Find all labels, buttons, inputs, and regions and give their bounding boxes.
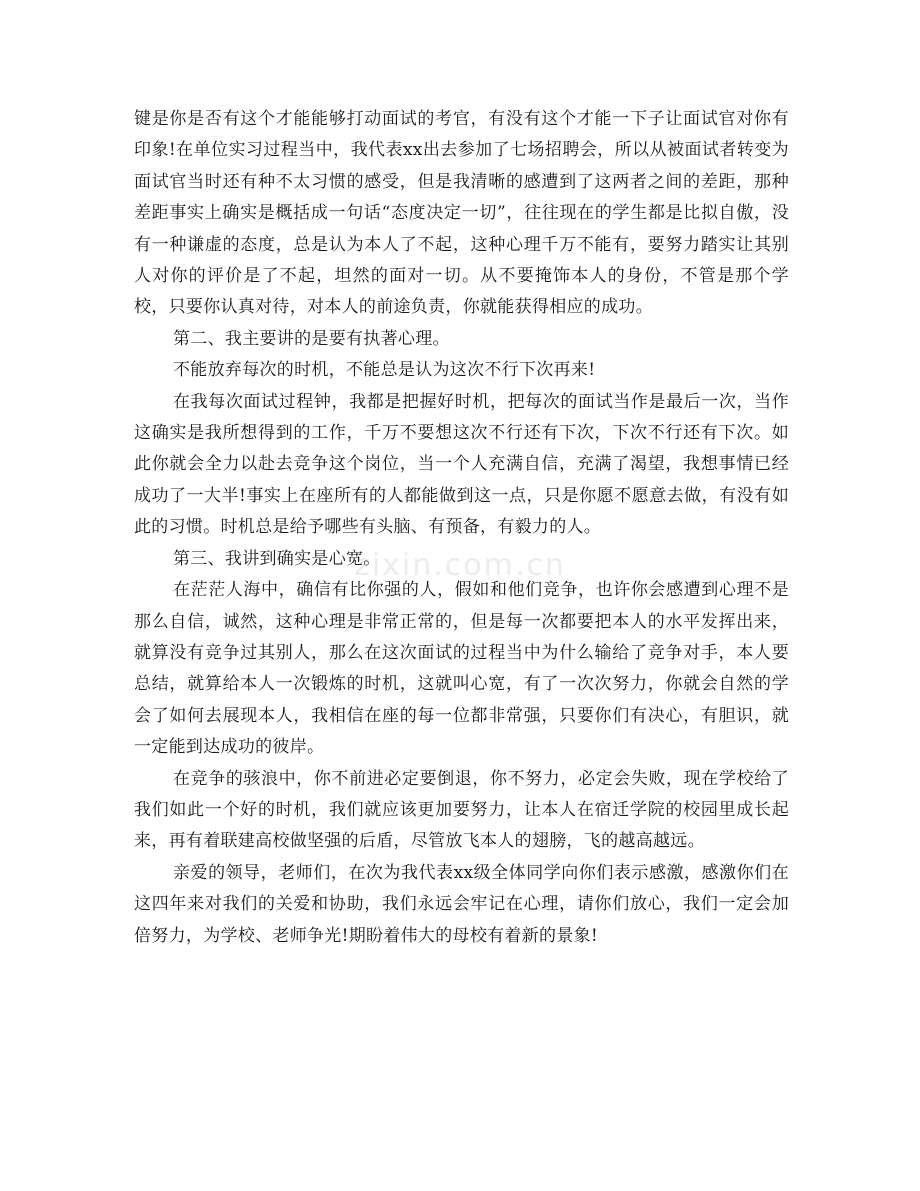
watermark-text: zixin.com.cn bbox=[354, 548, 566, 583]
document-body bbox=[134, 104, 789, 952]
paragraph: 在竞争的骇浪中，你不前进必定要倒退，你不努力，必定会失败，现在学校给了我们如此一个好的时机，我们就应该更加要努力，让本人在宿迁学院的校园里成长起来，再有着联建高校做坚强的后盾，尽管放飞本人的翅膀，飞的越高越远。 bbox=[134, 768, 789, 852]
paragraph: 在我每次面试过程钟，我都是把握好时机，把每次的面试当作是最后一次，当作这确实是我所想得到的工作，千万不要想这次不行还有下次，下次不行还有下次。如此你就会全力以赴去竞争这个岗位，当一个人充满自信，充满了渴望，我想事情已经成功了一大半!事实上在座所有的人都能做到这一点，只是你愿不愿意去做，有没有如此的习惯。时机总是给予哪些有头脑、有预备，有毅力的人。 bbox=[134, 391, 789, 538]
paragraph: 不能放弃每次的时机，不能总是认为这次不行下次再来! bbox=[173, 360, 596, 381]
paragraph-heading-second: 第二、我主要讲的是要有执著心理。 bbox=[173, 328, 450, 349]
paragraph-continuation: 键是你是否有这个才能能够打动面试的考官，有没有这个才能一下子让面试官对你有印象!在单位实习过程当中，我代表xx出去参加了七场招聘会，所以从被面试者转变为面试官当时还有种不太习惯的感受，但是我清晰的感遭到了这两者之间的差距，那种差距事实上确实是概括成一句话“态度决定一切”，往往现在的学生都是比拟自傲，没有一种谦虚的态度，总是认为本人了不起，这种心理千万不能有，要努力踏实让其别人对你的评价是了不起，坦然的面对一切。从不要掩饰本人的身份，不管是那个学校，只要你认真对待，对本人的前途负责，你就能获得相应的成功。 bbox=[134, 109, 789, 318]
paragraph: 在茫茫人海中，确信有比你强的人，假如和他们竞争，也许你会感遭到心理不是那么自信，诚然，这种心理是非常正常的，但是每一次都要把本人的水平发挥出来，就算没有竞争过其别人，那么在这次面试的过程当中为什么输给了竞争对手，本人要总结，就算给本人一次锻炼的时机，这就叫心宽，有了一次次努力，你就会自然的学会了如何去展现本人，我相信在座的每一位都非常强，只要你们有决心，有胆识，就一定能到达成功的彼岸。 bbox=[134, 580, 789, 758]
paragraph-closing: 亲爱的领导，老师们，在次为我代表xx级全体同学向你们表示感激，感激你们在这四年来对我们的关爱和协助，我们永远会牢记在心理，请你们放心，我们一定会加倍努力，为学校、老师争光!期盼着伟大的母校有着新的景象! bbox=[134, 862, 789, 946]
paragraph-heading-third: 第三、我讲到确实是心宽。 bbox=[173, 548, 381, 569]
